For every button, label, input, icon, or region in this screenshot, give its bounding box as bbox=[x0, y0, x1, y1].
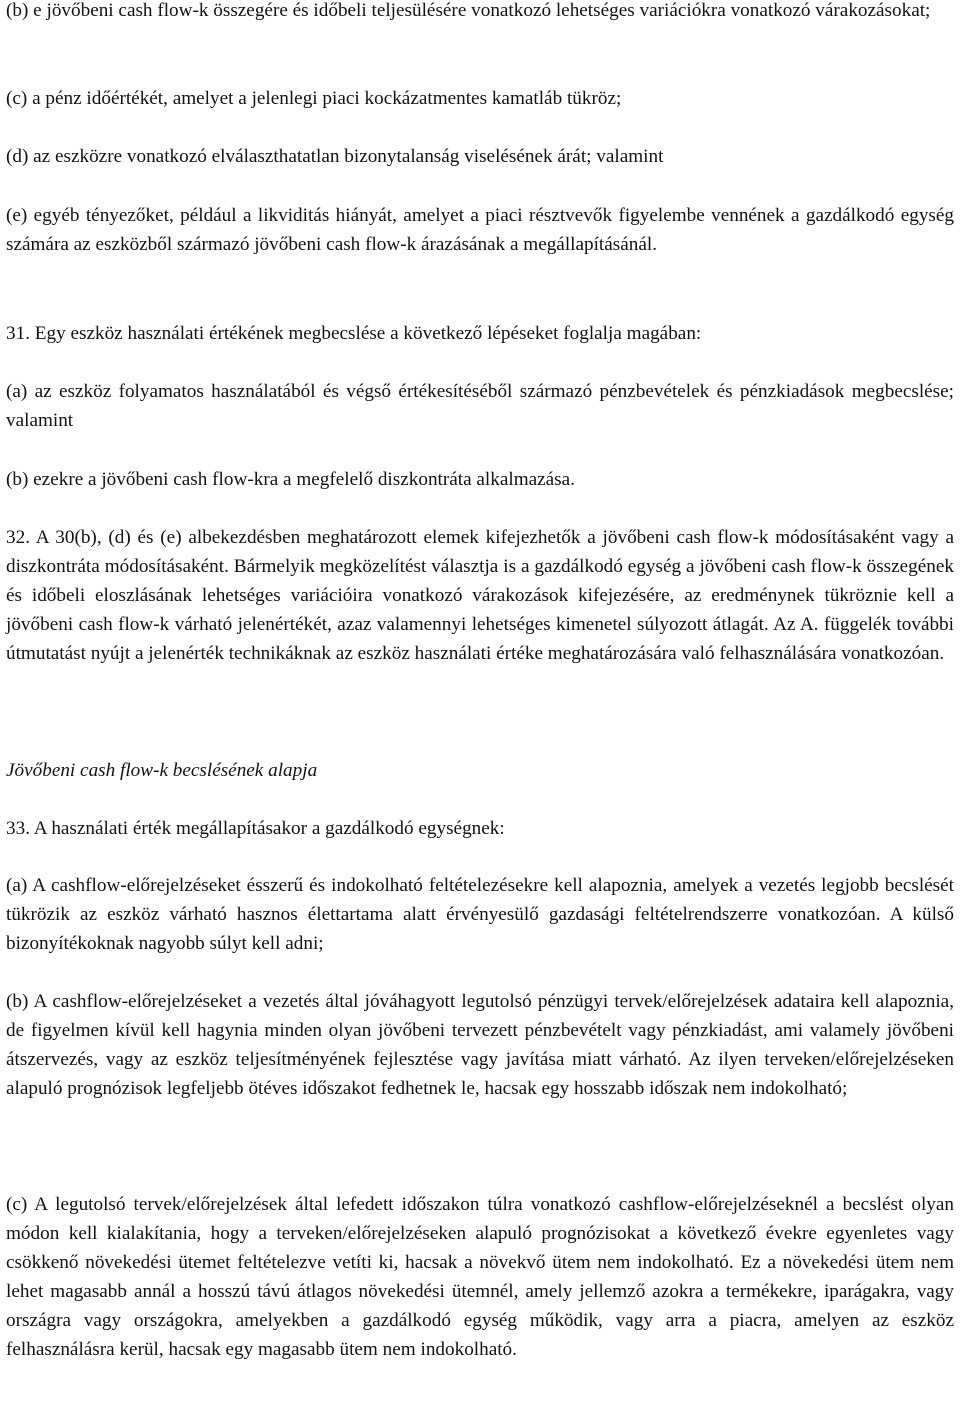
paragraph-30e: (e) egyéb tényezőket, például a likviditás hiányát, amelyet a piaci résztvevők figyelembe vennének a gazdálkodó egység számára az eszközből származó jövőbeni cash flow-k árazásának a megállapításánál. bbox=[6, 205, 954, 255]
section-heading: Jövőbeni cash flow-k becslésének alapja bbox=[6, 760, 318, 781]
paragraph-33: 33. A használati érték megállapításakor a gazdálkodó egységnek: bbox=[6, 818, 505, 839]
paragraph-33c: (c) A legutolsó tervek/előrejelzések által lefedett időszakon túlra vonatkozó cashflow-előrejelzéseknél a becslést olyan módon kell kialakítania, hogy a terveken/előrejelzéseken alapuló prognózisokat a következő évekre egyenletes vagy csökkenő növekedési ütemet feltételezve vetíti ki, hacsak a növekvő ütem nem indokolható. Ez a növekedési ütem nem lehet magasabb annál a hosszú távú átlagos növekedési ütemnél, amely jellemző azokra a termékekre, iparágakra, vagy országra vagy országokra, amelyekben a gazdálkodó egység működik, vagy arra a piacra, amelyen az eszköz felhasználásra kerül, hacsak egy magasabb ütem nem indokolható. bbox=[6, 1194, 954, 1360]
paragraph-33a: (a) A cashflow-előrejelzéseket ésszerű és indokolható feltételezésekre kell alapoznia, amelyek a vezetés legjobb becslését tükrözik az eszköz várható hasznos élettartama alatt érvényesülő gazdasági feltételrendszerre vonatkozóan. A külső bizonyítékoknak nagyobb súlyt kell adni; bbox=[6, 875, 954, 954]
paragraph-32: 32. A 30(b), (d) és (e) albekezdésben meghatározott elemek kifejezhetők a jövőbeni cash flow-k módosításaként vagy a diszkontráta módosításaként. Bármelyik megközelítést választja is a gazdálkodó egység a jövőbeni cash flow-k összegének és időbeli eloszlásának lehetséges variációira vonatkozó várakozások kifejezésére, az eredménynek tükröznie kell a jövőbeni cash flow-k várható jelenértékét, azaz valamennyi lehetséges kimenetel súlyozott átlagát. Az A. függelék további útmutatást nyújt a jelenérték technikáknak az eszköz használati értéke meghatározására való felhasználására vonatkozóan. bbox=[6, 527, 954, 664]
paragraph-30d: (d) az eszközre vonatkozó elválaszthatatlan bizonytalanság viselésének árát; valamint bbox=[6, 146, 664, 167]
paragraph-30b: (b) e jövőbeni cash flow-k összegére és időbeli teljesülésére vonatkozó lehetséges variációkra vonatkozó várakozásokat; bbox=[6, 0, 931, 21]
paragraph-33b: (b) A cashflow-előrejelzéseket a vezetés által jóváhagyott legutolsó pénzügyi tervek/előrejelzések adataira kell alapoznia, de figyelmen kívül kell hagynia minden olyan jövőbeni tervezett pénzbevételt vagy pénzkiadást, ami valamely jövőbeni átszervezés, vagy az eszköz teljesítményének fejlesztése vagy javítása miatt várható. Az ilyen terveken/előrejelzéseken alapuló prognózisok legfeljebb ötéves időszakot fedhetnek le, hacsak egy hosszabb időszak nem indokolható; bbox=[6, 991, 954, 1099]
paragraph-31a: (a) az eszköz folyamatos használatából és végső értékesítéséből származó pénzbevételek és pénzkiadások megbecslése; valamint bbox=[6, 381, 954, 431]
paragraph-31b: (b) ezekre a jövőbeni cash flow-kra a megfelelő diszkontráta alkalmazása. bbox=[6, 469, 575, 490]
paragraph-30c: (c) a pénz időértékét, amelyet a jelenlegi piaci kockázatmentes kamatláb tükröz; bbox=[6, 88, 622, 109]
paragraph-31: 31. Egy eszköz használati értékének megbecslése a következő lépéseket foglalja magában: bbox=[6, 323, 702, 344]
